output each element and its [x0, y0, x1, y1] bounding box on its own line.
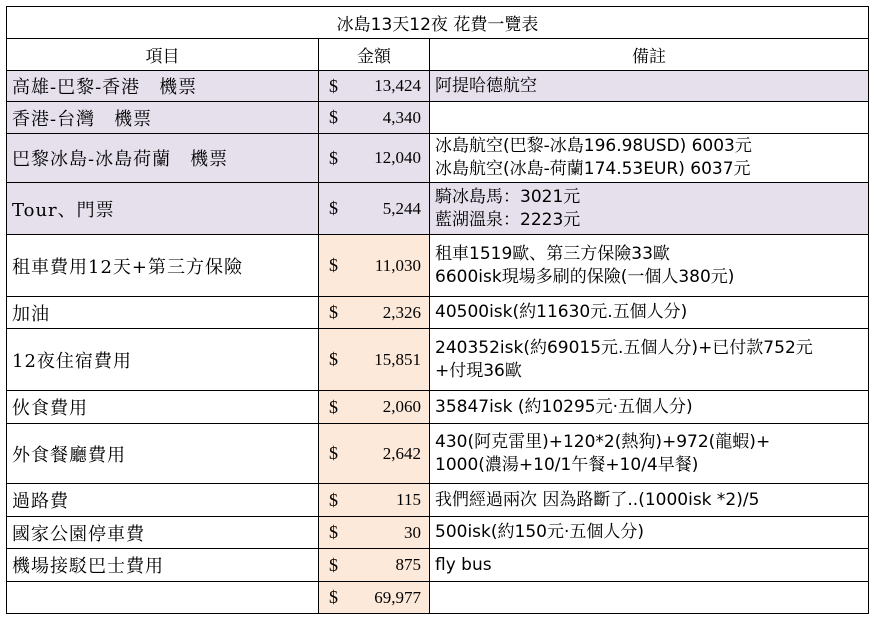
currency-symbol: $ [329, 75, 338, 96]
amount-value: 115 [396, 490, 421, 509]
cell-remark[interactable] [430, 329, 869, 391]
cell-item[interactable]: 巴黎冰島-冰島荷蘭 機票 [7, 134, 319, 183]
table-row [7, 71, 869, 102]
table-row [7, 134, 869, 183]
cell-item[interactable]: 過路費 [7, 484, 319, 517]
total-remark[interactable] [430, 582, 869, 614]
table-row [7, 329, 869, 391]
cell-item[interactable]: 高雄-巴黎-香港 機票 [7, 71, 319, 102]
cell-item[interactable]: 機場接駁巴士費用 [7, 549, 319, 582]
header-remark[interactable]: 備註 [430, 39, 869, 71]
cell-remark[interactable] [430, 102, 869, 134]
amount-value: 4,340 [382, 107, 421, 127]
currency-symbol: $ [329, 198, 338, 218]
remark-line: 冰島航空(巴黎-冰島196.98USD) 6003元 [435, 136, 752, 156]
remark-line: 我們經過兩次 因為路斷了..(1000isk *2)/5 [435, 489, 760, 510]
amount-value: 12,040 [374, 148, 421, 167]
remark-line: 租車1519歐、第三方保險33歐 [435, 243, 670, 264]
table-row [7, 517, 869, 549]
cell-remark[interactable] [430, 484, 869, 517]
currency-symbol: $ [329, 107, 338, 127]
table-row [7, 424, 869, 484]
table-row [7, 235, 869, 297]
amount-value: 13,424 [374, 76, 421, 95]
cell-item[interactable]: Tour、門票 [7, 183, 319, 235]
amount-value: 15,851 [374, 349, 421, 369]
table-row [7, 549, 869, 582]
total-row [7, 582, 869, 614]
remark-line: 藍湖溫泉：2223元 [435, 209, 581, 230]
cell-amount[interactable] [319, 71, 430, 102]
currency-symbol: $ [329, 587, 338, 607]
cell-item[interactable]: 國家公園停車費 [7, 517, 319, 549]
cell-remark[interactable] [430, 183, 869, 235]
cell-amount[interactable] [319, 391, 430, 424]
amount-value: 5,244 [382, 198, 421, 218]
cell-amount[interactable] [319, 183, 430, 235]
cell-remark[interactable] [430, 424, 869, 484]
remark-line: 阿提哈德航空 [435, 75, 537, 96]
cell-item[interactable]: 加油 [7, 297, 319, 329]
cell-remark[interactable] [430, 134, 869, 183]
header-amount[interactable]: 金額 [319, 39, 430, 71]
table-row [7, 297, 869, 329]
currency-symbol: $ [329, 302, 338, 322]
remark-line: 6600isk現場多刷的保險(一個人380元) [435, 266, 735, 287]
remark-line: +付現36歐 [435, 360, 522, 381]
cell-item[interactable]: 租車費用12天+第三方保險 [7, 235, 319, 297]
cell-item[interactable]: 香港-台灣 機票 [7, 102, 319, 134]
cell-amount[interactable] [319, 134, 430, 183]
cell-amount[interactable] [319, 329, 430, 391]
cell-amount[interactable] [319, 549, 430, 582]
amount-value: 30 [404, 522, 421, 542]
amount-value: 2,060 [382, 397, 421, 416]
cell-amount[interactable] [319, 297, 430, 329]
currency-symbol: $ [329, 255, 338, 275]
amount-value: 11,030 [374, 255, 421, 275]
remark-line: 500isk(約150元·五個人分) [435, 522, 644, 542]
cell-remark[interactable] [430, 297, 869, 329]
currency-symbol: $ [329, 489, 338, 510]
table-row [7, 183, 869, 235]
sheet-title[interactable]: 冰島13天12夜 花費一覽表 [7, 7, 869, 39]
total-value: 69,977 [374, 587, 421, 607]
header-item[interactable]: 項目 [7, 39, 319, 71]
cell-item[interactable]: 外食餐廳費用 [7, 424, 319, 484]
total-amount[interactable] [319, 582, 430, 614]
table-row [7, 102, 869, 134]
remark-line: 騎冰島馬：3021元 [435, 186, 581, 207]
cell-item[interactable]: 12夜住宿費用 [7, 329, 319, 391]
amount-value: 2,326 [382, 302, 421, 322]
currency-symbol: $ [329, 349, 338, 369]
cell-amount[interactable] [319, 235, 430, 297]
cell-remark[interactable] [430, 235, 869, 297]
cell-amount[interactable] [319, 517, 430, 549]
remark-line: 40500isk(約11630元.五個人分) [435, 302, 688, 322]
cell-amount[interactable] [319, 484, 430, 517]
remark-line: 35847isk (約10295元·五個人分) [435, 396, 693, 417]
currency-symbol: $ [329, 443, 338, 463]
amount-value: 875 [395, 555, 421, 574]
currency-symbol: $ [329, 147, 338, 168]
cell-amount[interactable] [319, 102, 430, 134]
amount-value: 2,642 [382, 443, 421, 463]
cell-remark[interactable] [430, 549, 869, 582]
remark-line: 冰島航空(冰島-荷蘭174.53EUR) 6037元 [435, 159, 751, 179]
cell-remark[interactable] [430, 391, 869, 424]
cell-amount[interactable] [319, 424, 430, 484]
remark-line: 1000(濃湯+10/1午餐+10/4早餐) [435, 454, 699, 475]
remark-line: fly bus [435, 554, 492, 575]
cell-remark[interactable] [430, 71, 869, 102]
currency-symbol: $ [329, 396, 338, 417]
table-row [7, 484, 869, 517]
total-item[interactable] [7, 582, 319, 614]
cell-remark[interactable] [430, 517, 869, 549]
remark-line: 240352isk(約69015元.五個人分)+已付款752元 [435, 337, 813, 358]
currency-symbol: $ [329, 554, 338, 575]
remark-line: 430(阿克雷里)+120*2(熱狗)+972(龍蝦)+ [435, 431, 771, 452]
cell-item[interactable]: 伙食費用 [7, 391, 319, 424]
expense-table [6, 6, 869, 614]
table-row [7, 391, 869, 424]
currency-symbol: $ [329, 522, 338, 542]
